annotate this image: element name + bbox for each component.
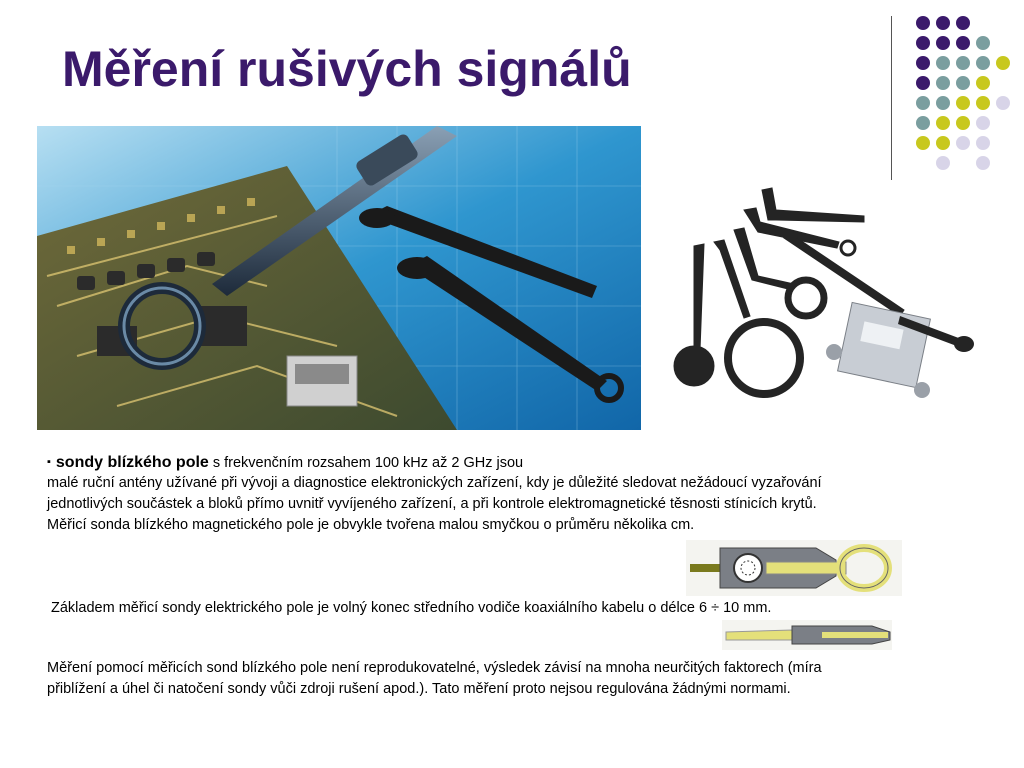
paragraph-electric-probe: Základem měřicí sondy elektrického pole je volný konec středního vodiče koaxiálního kabelu o délce 6 ÷ 10 mm. (51, 600, 772, 616)
text-line: přiblížení a úhel či natočení sondy vůči zdroji rušení apod.). Tato měření proto nejsou regulována žádnými normami. (47, 681, 791, 697)
near-field-probe-pcb-photo (37, 126, 641, 430)
text-line: Měřicí sonda blízkého magnetického pole je obvykle tvořena malou smyčkou o průměru několika cm. (47, 517, 695, 533)
bullet-rest-text: s frekvenčním rozsahem 100 kHz až 2 GHz jsou (212, 455, 524, 471)
text-line: jednotlivých součástek a bloků přímo uvnitř vyvíjeného zařízení, a při kontrole elektromagnetické těsnosti stínicích krytů. (47, 496, 817, 512)
paragraph-near-field-probes (47, 473, 987, 536)
decorative-vertical-line (891, 16, 892, 184)
near-field-probe-set-photo (664, 180, 988, 410)
bullet-marker: ▪ (47, 456, 51, 468)
text-line: Měření pomocí měřicích sond blízkého pole není reprodukovatelné, výsledek závisí na mnoha neurčitých faktorech (míra (47, 660, 822, 676)
magnetic-probe-diagram (686, 540, 902, 596)
bullet-bold-text: sondy blízkého pole (55, 454, 209, 471)
text-line: malé ruční antény užívané při vývoji a diagnostice elektronických zařízení, kdy je důležité sledovat nežádoucí vyzařování (47, 475, 822, 491)
bullet-intro (47, 452, 523, 475)
decorative-dot-grid (900, 14, 1010, 164)
slide-title: Měření rušivých signálů (62, 41, 632, 97)
paragraph-reproducibility (47, 658, 987, 700)
electric-probe-diagram (722, 620, 892, 650)
